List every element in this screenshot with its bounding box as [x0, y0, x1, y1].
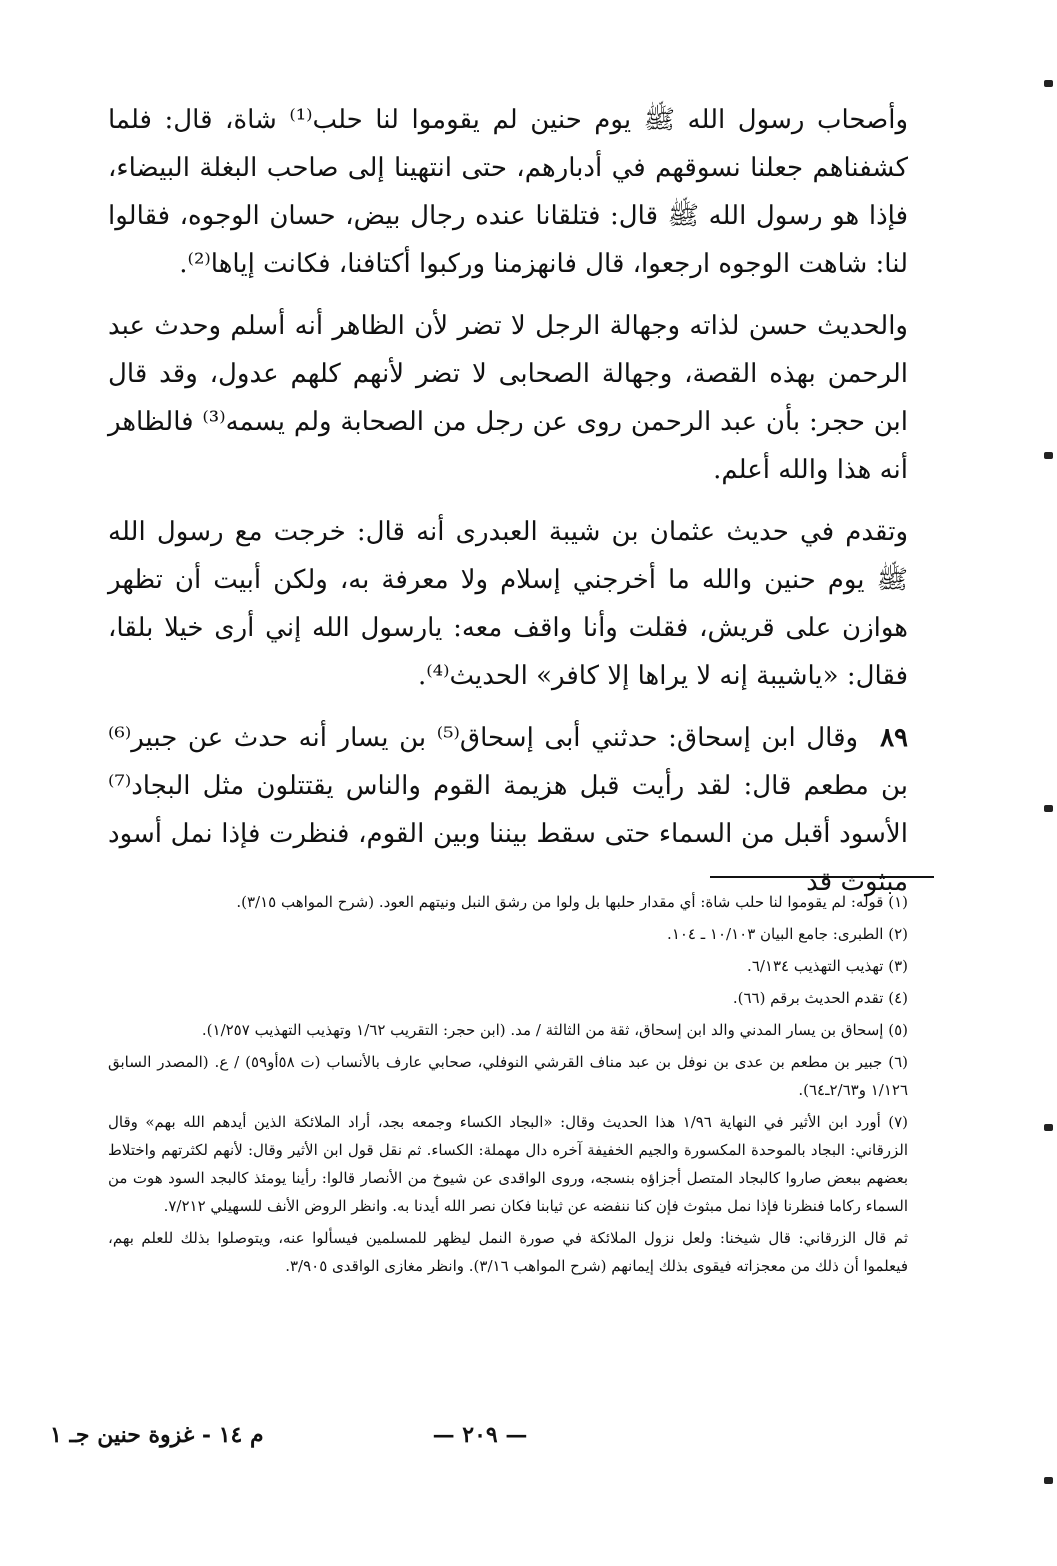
footnote-7-continuation: ثم قال الزرقاني: قال شيخنا: ولعل نزول الملائكة في صورة النمل ليظهر للمسلمين فيسألوا عنه، ويتوصلوا بذلك للعلم بهم، فيعلموا أن ذلك من معجزاته فيقوى بذلك إيمانهم (شرح المواهب ٣/١٦). وانظر مغازى الواقدى ٣/٩٠٥. [108, 1229, 908, 1275]
scan-edge-mark [1044, 805, 1053, 812]
paragraph-3-text: وتقدم في حديث عثمان بن شيبة العبدرى أنه قال: خرجت مع رسول الله ﷺ يوم حنين والله ما أخرجني إسلام ولا معرفة به، ولكن أبيت أن تظهر هوازن على قريش، فقلت وأنا واقف معه: يارسول الله إني أرى خيلا بلقا، فقال: «ياشيبة إنه لا يراها إلا كافر» الحديث⁽⁴⁾. [108, 517, 908, 691]
paragraph-1 [108, 96, 908, 288]
printer-signature: م ١٤ - غزوة حنين جـ ١ [50, 1422, 264, 1448]
paragraph-2 [108, 302, 908, 494]
footnote-7: (٧) أورد ابن الأثير في النهاية ١/٩٦ هذا الحديث وقال: «البجاد الكساء وجمعه بجد، أراد الملائكة الذين أيدهم الله بهم» وقال الزرقاني: البجاد بالموحدة المكسورة والجيم الخفيفة آخره دال مهملة: الكساء. ثم نقل قول ابن الأثير وقال: لأنهم لكثرتهم واختلاط بعضهم ببعض صاروا كالبجاد المتصل أجزاؤه بنسجه، وروى الواقدى عن شيوخ من الأنصار قالوا: رأينا يومئذ كالبجد السود هوت من السماء ركاما فنظرنا فإذا نمل مبثوث فإن كنا ننفضه عن ثيابنا فكان نصر الله أيدنا به. وانظر الروض الأنف للسهيلي ٧/٢١٢. [108, 1113, 908, 1215]
footnote-2: (٢) الطبرى: جامع البيان ١٠/١٠٣ ـ ١٠٤. [667, 925, 908, 943]
footnotes [108, 888, 908, 1280]
paragraph-3 [108, 508, 908, 700]
paragraph-1-text: وأصحاب رسول الله ﷺ يوم حنين لم يقوموا لنا حلب⁽¹⁾ شاة، قال: فلما كشفناهم جعلنا نسوقهم في أدبارهم، حتى انتهينا إلى صاحب البغلة البيضاء، فإذا هو رسول الله ﷺ قال: فتلقانا عنده رجال بيض، حسان الوجوه، فقالوا لنا: شاهت الوجوه ارجعوا، قال فانهزمنا وركبوا أكتافنا، فكانت إياها⁽²⁾. [108, 105, 909, 279]
main-text [108, 96, 908, 906]
page-footer [50, 1422, 910, 1458]
scan-edge-mark [1044, 80, 1053, 87]
footnote-6: (٦) جبير بن مطعم بن عدى بن نوفل بن عبد مناف القرشي النوفلي، صحابي عارف بالأنساب (ت ٥٨أو٥٩) / ع. (المصدر السابق ١/١٢٦ و٢/٦٣ـ٦٤). [108, 1053, 908, 1099]
hadith-number: ٨٩ [880, 723, 908, 753]
footnote-4: (٤) تقدم الحديث برقم (٦٦). [732, 989, 908, 1007]
scan-edge-mark [1044, 452, 1053, 459]
footnote-1: (١) قوله: لم يقوموا لنا حلب شاة: أي مقدار حلبها بل ولوا من رشق النبل ونيتهم العود. (شرح المواهب ٣/١٥). [236, 893, 908, 911]
footnote-5: (٥) إسحاق بن يسار المدني والد ابن إسحاق، ثقة من الثالثة / مد. (ابن حجر: التقريب ١/٦٢ وتهذيب التهذيب ١/٢٥٧). [201, 1021, 908, 1039]
scan-edge-mark [1044, 1477, 1053, 1484]
paragraph-4-text: وقال ابن إسحاق: حدثني أبى إسحاق⁽⁵⁾ بن يسار أنه حدث عن جبير⁽⁶⁾ بن مطعم قال: لقد رأيت قبل هزيمة القوم والناس يقتتلون مثل البجاد⁽⁷⁾ الأسود أقبل من السماء حتى سقط بيننا وبين القوم، فنظرت فإذا نمل أسود مبثوث قد [108, 723, 908, 897]
scan-edge-mark [1044, 1124, 1053, 1131]
footnote-separator [710, 876, 934, 878]
footnote-3: (٣) تهذيب التهذيب ٦/١٣٤. [747, 957, 908, 975]
paragraph-2-text: والحديث حسن لذاته وجهالة الرجل لا تضر لأن الظاهر أنه أسلم وحدث عبد الرحمن بهذه القصة، وجهالة الصحابى لا تضر لأنهم كلهم عدول، وقد قال ابن حجر: بأن عبد الرحمن روى عن رجل من الصحابة ولم يسمه⁽³⁾ فالظاهر أنه هذا والله أعلم. [108, 311, 908, 485]
page-number: — ٢٠٩ — [432, 1422, 528, 1448]
